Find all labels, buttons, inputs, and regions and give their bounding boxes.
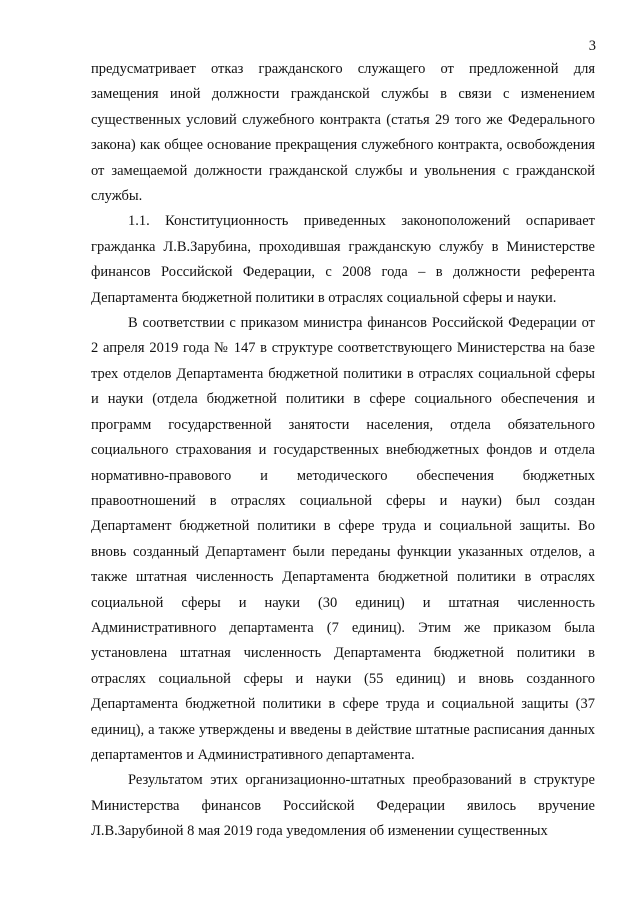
page-number: 3 [588, 38, 596, 54]
paragraph-continuation: предусматривает отказ гражданского служащего от предложенной для замещения иной должности гражданской службы в связи с изменением существенных условий служебного контракта (статья 29 того же Федерального закона) как общее основание прекращения служебного контракта, освобождения от замещаемой должности гражданской службы и увольнения с гражданской службы. [91, 61, 595, 205]
paragraph-constitutionality: 1.1. Конституционность приведенных законоположений оспаривает гражданка Л.В.Зарубина, проходившая гражданскую службу в Министерстве финансов Российской Федерации, с 2008 года – в должности референта Департамента бюджетной политики в отраслях социальной сферы и науки. [91, 213, 595, 306]
document-body [91, 57, 595, 845]
paragraph-ministry-order: В соответствии с приказом министра финансов Российской Федерации от 2 апреля 2019 года № 147 в структуре соответствующего Министерства на базе трех отделов Департамента бюджетной политики в отраслях социальной сферы и науки (отдела бюджетной политики в сфере социального обеспечения и программ государственной занятости населения, отдела обязательного социального страхования и государственных внебюджетных фондов и отдела нормативно-правового и методического обеспечения бюджетных правоотношений в отраслях социальной сферы и науки) был создан Департамент бюджетной политики в сфере труда и социальной защиты. Во вновь созданный Департамент были переданы функции указанных отделов, а также штатная численность Департамента бюджетной политики в отраслях социальной сферы и науки (30 единиц) и штатная численность Административного департамента (7 единиц). Этим же приказом была установлена штатная численность Департамента бюджетной политики в отраслях социальной сферы и науки (55 единиц) и вновь созданного Департамента бюджетной политики в сфере труда и социальной защиты (37 единиц), а также утверждены и введены в действие штатные расписания данных департаментов и Административного департамента. [91, 315, 595, 763]
paragraph-result: Результатом этих организационно-штатных преобразований в структуре Министерства финансов Российской Федерации явилось вручение Л.В.Зарубиной 8 мая 2019 года уведомления об изменении существенных [91, 772, 595, 840]
